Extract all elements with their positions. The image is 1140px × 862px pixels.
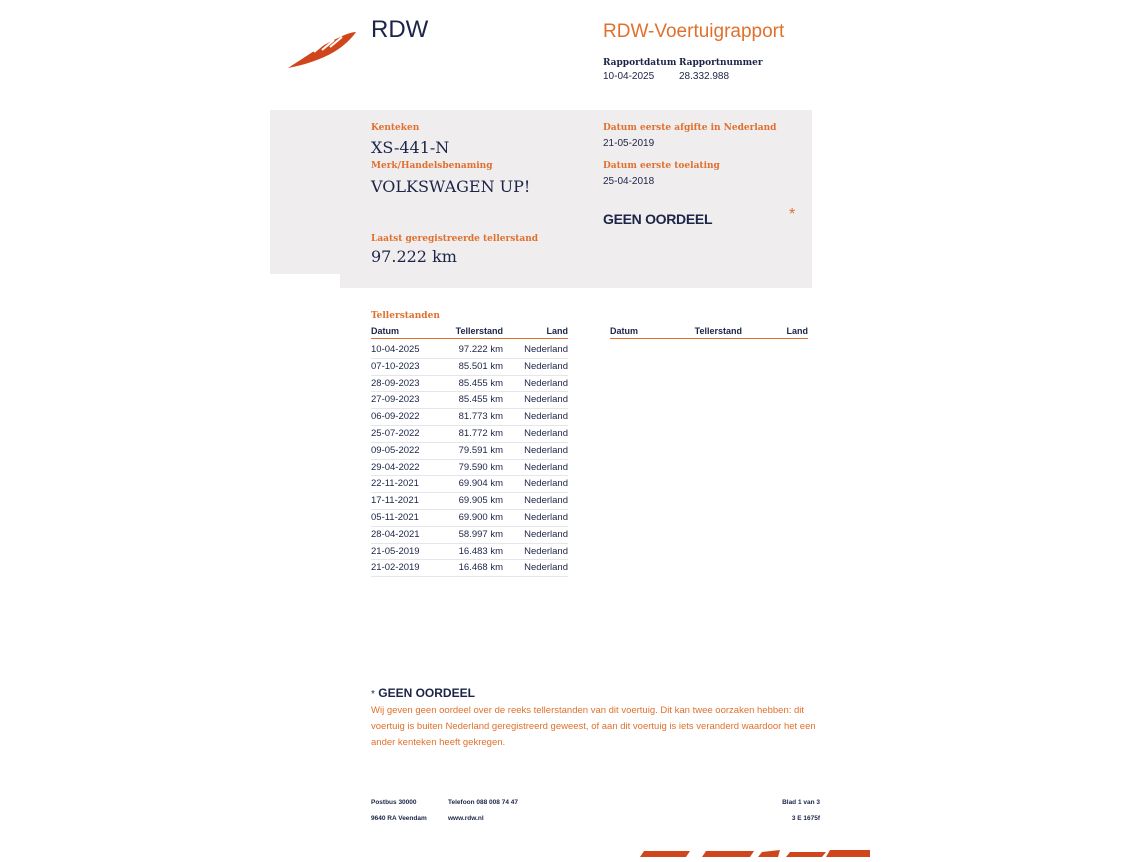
row-country: Nederland xyxy=(524,411,568,423)
row-date: 17-11-2021 xyxy=(371,495,419,507)
column-header-date: Datum xyxy=(371,326,400,336)
row-odometer: 69.900 km xyxy=(458,511,503,523)
row-country: Nederland xyxy=(524,461,568,473)
rdw-logo xyxy=(286,30,358,70)
row-country: Nederland xyxy=(524,478,568,490)
report-number-label: Rapportnummer xyxy=(679,58,763,68)
first-admission-label: Datum eerste toelating xyxy=(603,161,720,171)
row-date: 27-09-2023 xyxy=(371,394,420,406)
row-country: Nederland xyxy=(524,377,568,389)
odometer-table xyxy=(371,326,568,577)
panel-notch xyxy=(270,274,340,290)
column-header-country: Land xyxy=(546,326,568,336)
column-header-odometer: Tellerstand xyxy=(694,326,742,336)
verdict-asterisk: * xyxy=(789,206,796,223)
footer-city: 9640 RA Veendam xyxy=(371,815,427,822)
report-date-label: Rapportdatum xyxy=(603,58,677,68)
logo-text: RDW xyxy=(371,16,429,43)
column-header-country: Land xyxy=(786,326,808,336)
report-date: 10-04-2025 xyxy=(603,71,655,82)
verdict-note-asterisk: * xyxy=(371,689,375,700)
row-odometer: 85.455 km xyxy=(458,394,503,406)
row-country: Nederland xyxy=(524,427,568,439)
vehicle-summary-panel xyxy=(270,110,812,288)
odometer-table-body xyxy=(371,339,568,577)
row-country: Nederland xyxy=(524,360,568,372)
verdict-note-text: Wij geven geen oordeel over de reeks tellerstanden van dit voertuig. Dit kan twee oorzaken hebben: dit voertuig is buiten Nederland geregistreerd geweest, of aan dit voertuig is iets veranderd waardoor het een ander kenteken heeft gekregen. xyxy=(371,705,816,748)
row-odometer: 79.590 km xyxy=(458,461,503,473)
row-country: Nederland xyxy=(524,495,568,507)
footer-stripes xyxy=(630,844,870,855)
table-row xyxy=(371,359,568,376)
odometer-table-header xyxy=(371,326,568,339)
row-country: Nederland xyxy=(524,394,568,406)
last-odometer-label: Laatst geregistreerde tellerstand xyxy=(371,234,539,244)
table-row xyxy=(371,544,568,561)
row-date: 21-02-2019 xyxy=(371,562,420,574)
row-date: 25-07-2022 xyxy=(371,427,420,439)
row-odometer: 81.772 km xyxy=(458,427,503,439)
row-date: 28-09-2023 xyxy=(371,377,420,389)
row-odometer: 69.904 km xyxy=(458,478,503,490)
verdict-label: GEEN OORDEEL xyxy=(603,211,713,227)
verdict-note-heading: GEEN OORDEEL xyxy=(378,686,475,700)
row-country: Nederland xyxy=(524,562,568,574)
footer-page-number: Blad 1 van 3 xyxy=(782,799,820,806)
table-row xyxy=(371,392,568,409)
plate-value: XS-441-N xyxy=(371,138,450,157)
row-date: 29-04-2022 xyxy=(371,461,420,473)
row-country: Nederland xyxy=(524,444,568,456)
row-odometer: 81.773 km xyxy=(458,411,503,423)
odometer-table-header-continued xyxy=(610,326,808,339)
table-row xyxy=(371,527,568,544)
footer-web[interactable]: www.rdw.nl xyxy=(448,815,484,822)
verdict-note-title xyxy=(371,686,475,700)
footer-code: 3 E 1675f xyxy=(791,815,820,822)
report-number: 28.332.988 xyxy=(679,71,730,82)
row-date: 07-10-2023 xyxy=(371,360,420,372)
first-admission-value: 25-04-2018 xyxy=(603,176,655,187)
table-row xyxy=(371,460,568,477)
odometer-table-continued xyxy=(610,326,808,339)
table-row xyxy=(371,493,568,510)
column-header-odometer: Tellerstand xyxy=(455,326,503,336)
report-title: RDW-Voertuigrapport xyxy=(603,21,785,42)
row-odometer: 16.468 km xyxy=(458,562,503,574)
first-issue-nl-label: Datum eerste afgifte in Nederland xyxy=(603,123,777,133)
row-date: 21-05-2019 xyxy=(371,545,420,557)
table-row xyxy=(371,409,568,426)
rdw-feather-icon xyxy=(286,30,358,70)
table-row xyxy=(371,510,568,527)
brand-value: VOLKSWAGEN UP! xyxy=(371,177,531,196)
row-date: 06-09-2022 xyxy=(371,411,420,423)
table-row xyxy=(371,476,568,493)
decorative-stripes-icon xyxy=(630,846,870,857)
row-date: 09-05-2022 xyxy=(371,444,420,456)
row-country: Nederland xyxy=(524,344,568,355)
row-odometer: 69.905 km xyxy=(458,495,503,507)
footer-postbus: Postbus 30000 xyxy=(371,799,417,806)
table-row xyxy=(371,342,568,359)
row-date: 10-04-2025 xyxy=(371,344,420,355)
column-header-date: Datum xyxy=(610,326,639,336)
table-row xyxy=(371,376,568,393)
row-odometer: 58.997 km xyxy=(458,528,503,540)
table-row xyxy=(371,426,568,443)
odometer-table-title: Tellerstanden xyxy=(371,311,440,321)
row-date: 22-11-2021 xyxy=(371,478,419,490)
plate-label: Kenteken xyxy=(371,123,420,133)
row-odometer: 85.455 km xyxy=(458,377,503,389)
row-odometer: 79.591 km xyxy=(458,444,503,456)
row-date: 28-04-2021 xyxy=(371,528,420,540)
row-country: Nederland xyxy=(524,545,568,557)
table-row xyxy=(371,443,568,460)
table-row xyxy=(371,560,568,577)
row-odometer: 85.501 km xyxy=(458,360,503,372)
first-issue-nl-value: 21-05-2019 xyxy=(603,138,655,149)
row-country: Nederland xyxy=(524,511,568,523)
row-odometer: 16.483 km xyxy=(458,545,503,557)
footer-phone: Telefoon 088 008 74 47 xyxy=(448,799,518,806)
row-country: Nederland xyxy=(524,528,568,540)
brand-label: Merk/Handelsbenaming xyxy=(371,161,493,171)
row-date: 05-11-2021 xyxy=(371,511,419,523)
row-odometer: 97.222 km xyxy=(458,344,503,355)
last-odometer-value: 97.222 km xyxy=(371,247,457,266)
